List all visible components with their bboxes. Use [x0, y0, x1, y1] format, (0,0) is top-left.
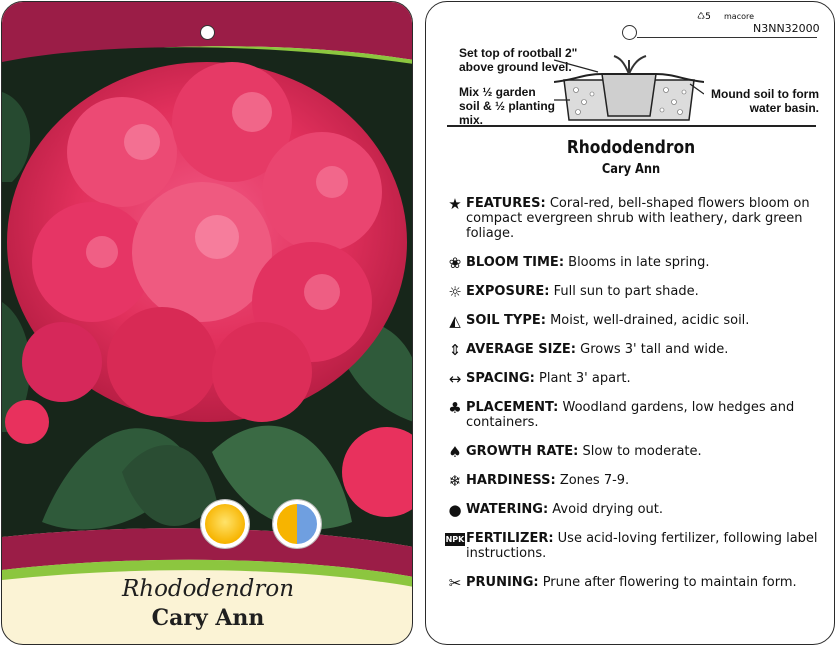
plant-photo [2, 42, 413, 552]
attr-spacing [444, 371, 819, 389]
attr-key: BLOOM TIME: [466, 255, 565, 270]
npk-icon: NPK [445, 535, 465, 544]
attr-bloom-time [444, 255, 819, 273]
soil-icon: ◭ [449, 312, 461, 330]
attr-value: Avoid drying out. [548, 502, 664, 517]
recycle-icon: ♺5 [697, 12, 711, 22]
spacing-icon: ↔ [448, 370, 462, 388]
attr-key: WATERING: [466, 502, 549, 517]
attr-exposure [444, 284, 819, 302]
back-tag [425, 1, 835, 645]
flower-icon: ❀ [448, 254, 462, 272]
attr-value: Plant 3' apart. [534, 371, 631, 386]
attr-value: Grows 3' tall and wide. [575, 342, 729, 357]
attr-value: Slow to moderate. [578, 444, 702, 459]
attr-key: FERTILIZER: [466, 531, 554, 546]
attr-key: SPACING: [466, 371, 535, 386]
attr-key: SOIL TYPE: [466, 313, 546, 328]
mix-label: Mix ½ garden soil & ½ planting mix. [459, 85, 556, 127]
attr-hardiness [444, 473, 819, 491]
back-genus: Rhododendron [566, 137, 696, 158]
attr-fertilizer [444, 531, 819, 561]
attr-pruning [444, 575, 819, 593]
front-tag [1, 1, 413, 645]
diagram-divider [447, 125, 816, 127]
attr-average-size [444, 342, 819, 360]
front-cultivar: Cary Ann [151, 605, 265, 631]
star-icon: ★ [448, 195, 462, 213]
attr-growth-rate [444, 444, 819, 462]
attr-soil-type [444, 313, 819, 331]
attr-key: PLACEMENT: [466, 400, 559, 415]
hang-hole [200, 25, 215, 40]
snowflake-icon: ❄ [448, 472, 462, 490]
rootball-label: Set top of rootball 2" above ground level. [459, 46, 578, 74]
attr-value: Coral-red, bell-shaped flowers bloom on compact evergreen shrub with leathery, dark green foliage. [466, 196, 810, 241]
attr-key: FEATURES: [466, 196, 546, 211]
attr-key: PRUNING: [466, 575, 539, 590]
back-cultivar: Cary Ann [601, 162, 661, 177]
attr-key: AVERAGE SIZE: [466, 342, 576, 357]
front-genus: Rhododendron [121, 576, 295, 602]
attr-value: Prune after flowering to maintain form. [538, 575, 797, 590]
part-shade-icon [273, 500, 321, 548]
full-sun-icon [201, 500, 249, 548]
attr-value: Use acid-loving fertilizer, following label instructions. [466, 531, 818, 561]
brand-logo: macore [724, 12, 755, 21]
attr-key: EXPOSURE: [466, 284, 550, 299]
attr-features [444, 196, 819, 241]
sprout-icon: ♠ [448, 443, 462, 461]
attr-value: Blooms in late spring. [564, 255, 710, 270]
mound-label: Mound soil to form water basin. [711, 87, 819, 115]
attr-value: Full sun to part shade. [549, 284, 699, 299]
attr-value: Zones 7-9. [555, 473, 630, 488]
attr-placement [444, 400, 819, 430]
top-rule [637, 37, 817, 38]
attr-watering [444, 502, 819, 520]
product-code: N3NN32000 [753, 22, 820, 35]
hang-hole [622, 25, 637, 40]
attr-key: GROWTH RATE: [466, 444, 579, 459]
attr-key: HARDINESS: [466, 473, 556, 488]
attr-value: Woodland gardens, low hedges and containers. [466, 400, 795, 430]
pruners-icon: ✂ [448, 574, 462, 592]
placement-icon: ♣ [448, 399, 462, 417]
front-artwork [2, 2, 413, 645]
size-icon: ⇕ [448, 341, 462, 359]
attr-value: Moist, well-drained, acidic soil. [545, 313, 750, 328]
planting-diagram [554, 54, 704, 126]
water-drop-icon: ● [448, 501, 462, 519]
recycle-code: 5 [705, 12, 711, 22]
sun-icon: ☼ [448, 283, 462, 301]
